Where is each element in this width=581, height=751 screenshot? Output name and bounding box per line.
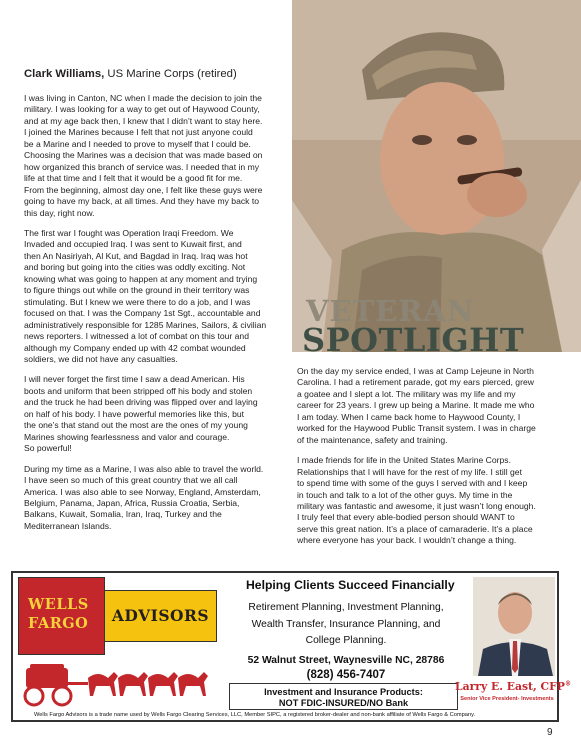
logo-fargo: FARGO bbox=[28, 615, 89, 632]
article-paragraph: The first war I fought was Operation Iraqi Freedom. We Invaded and occupied Iraq. I was sent to Kuwait first, and then An Nasiriyah, Al Kut, and Bagdad in Iraq. Iraq was hot and boring but going into the cities was oddly exciting. Not knowing what was going to happen at any moment and trying to figure things out while on the ground in their territory was stimulating. But I knew we were there to do a job, and I was focused on that. I was the Company 1st Sgt., accountable and administratively responsible for 1285 Marines, Sailors, & civilian news reporters. I witnessed a lot of combat on this tour and although my Company ended up with 42 combat wounded soldiers, we did not have any casualties. bbox=[24, 227, 267, 364]
advisor-portrait bbox=[473, 577, 555, 676]
disclosure-line-2: NOT FDIC-INSURED/NO Bank bbox=[278, 697, 409, 708]
advisors-logo: ADVISORS bbox=[104, 590, 217, 642]
article-paragraph: I will never forget the first time I saw a dead American. His boots and uniform that been stripped off his body and stolen and the truck he had been driving was flipped over and laying on half of his body. I have powerful memories like this, but the one’s that stand out the most are the ones of my young Marines showing fearlessness and valor and courage. So powerful! bbox=[24, 374, 258, 454]
page-number: 9 bbox=[547, 727, 553, 738]
article-paragraph: I made friends for life in the United States Marine Corps. Relationships that I will have for the rest of my life. I still get to spend time with some of the guys I served with and I keep in touch and talk to a lot of the other guys. My time in the military was fantastic and awesome, it just wasn’t long enough. I truly feel that every able-bodied person should WANT to serve this great nation. It’s a place of camaraderie. It’s a place where everyone has your back. I wouldn’t change a thing. bbox=[297, 455, 536, 546]
logo-wells: WELLS bbox=[28, 596, 89, 613]
article-paragraph: On the day my service ended, I was at Camp Lejeune in North Carolina. I had a retirement parade, got my ears pierced, grew a goatee and I slept a lot. The military was my life and my career for 23 years. I grew up being a Marine. It made me who I am today. When I came back home to Haywood County, I worked for the Haywood Public Transit system. I was in charge of the maintenance, safety and training. bbox=[297, 366, 536, 445]
advisor-name-text: Larry E. East, CFP bbox=[455, 680, 565, 693]
veteran-branch: US Marine Corps bbox=[104, 68, 195, 80]
article-paragraph: During my time as a Marine, I was also able to travel the world. I have seen so much of this great country that we all call America. I was also able to see Norway, England, Amsterdam, Belgium, Panama, Japan, Africa, Russia Croatia, Serbia, Balkans, Kuwait, Somalia, Iran, Iraq, Turkey and the Mediterranean Islands. bbox=[24, 463, 264, 531]
article-left-column bbox=[24, 93, 286, 541]
ad-disclaimer: Wells Fargo Advisors is a trade name used by Wells Fargo Clearing Services, LLC, Member SIPC, a registered broker-dealer and non-bank affiliate of Wells Fargo & Company. bbox=[34, 712, 476, 718]
advisor-photo bbox=[473, 577, 555, 676]
advisor-title: Senior Vice President- Investments bbox=[460, 696, 554, 702]
advisor-name bbox=[455, 680, 571, 693]
ad-headline: Helping Clients Succeed Financially bbox=[246, 578, 455, 592]
wells-fargo-logo bbox=[18, 577, 105, 655]
advisor-name-mark: ® bbox=[564, 680, 571, 688]
section-title-spotlight: SPOTLIGHT bbox=[302, 321, 525, 359]
stagecoach-icon bbox=[18, 660, 218, 708]
article-paragraph: I was living in Canton, NC when I made the decision to join the military. I was looking for a way to get out of Haywood County, and at my age back then, I knew that I didn’t want to stay here. I joined the Marines because I felt that not just anyone could be a Marine and I needed to prove to myself that I could be. Choosing the Marines was a decision that was made based on how organized this branch of service was. I needed that in my life at that time and I felt that it would be a good fit for me. From the beginning, almost day one, I felt like these guys were going to have my back, at all times. And they have my back to this day, right now. bbox=[24, 93, 263, 218]
ad-address: 52 Walnut Street, Waynesville NC, 28786 bbox=[247, 655, 445, 666]
article-byline bbox=[24, 68, 237, 80]
section-title-veteran: VETERAN bbox=[306, 294, 475, 328]
ad-services: Retirement Planning, Investment Planning, Wealth Transfer, Insurance Planning, and College Planning. bbox=[248, 602, 444, 646]
disclosure-line-1: Investment and Insurance Products: bbox=[264, 687, 423, 697]
veteran-status: (retired) bbox=[194, 68, 237, 80]
ad-disclosure-box bbox=[229, 683, 458, 710]
ad-phone: (828) 456-7407 bbox=[306, 669, 386, 681]
article-right-column bbox=[297, 366, 559, 556]
veteran-name: Clark Williams, bbox=[24, 68, 105, 80]
